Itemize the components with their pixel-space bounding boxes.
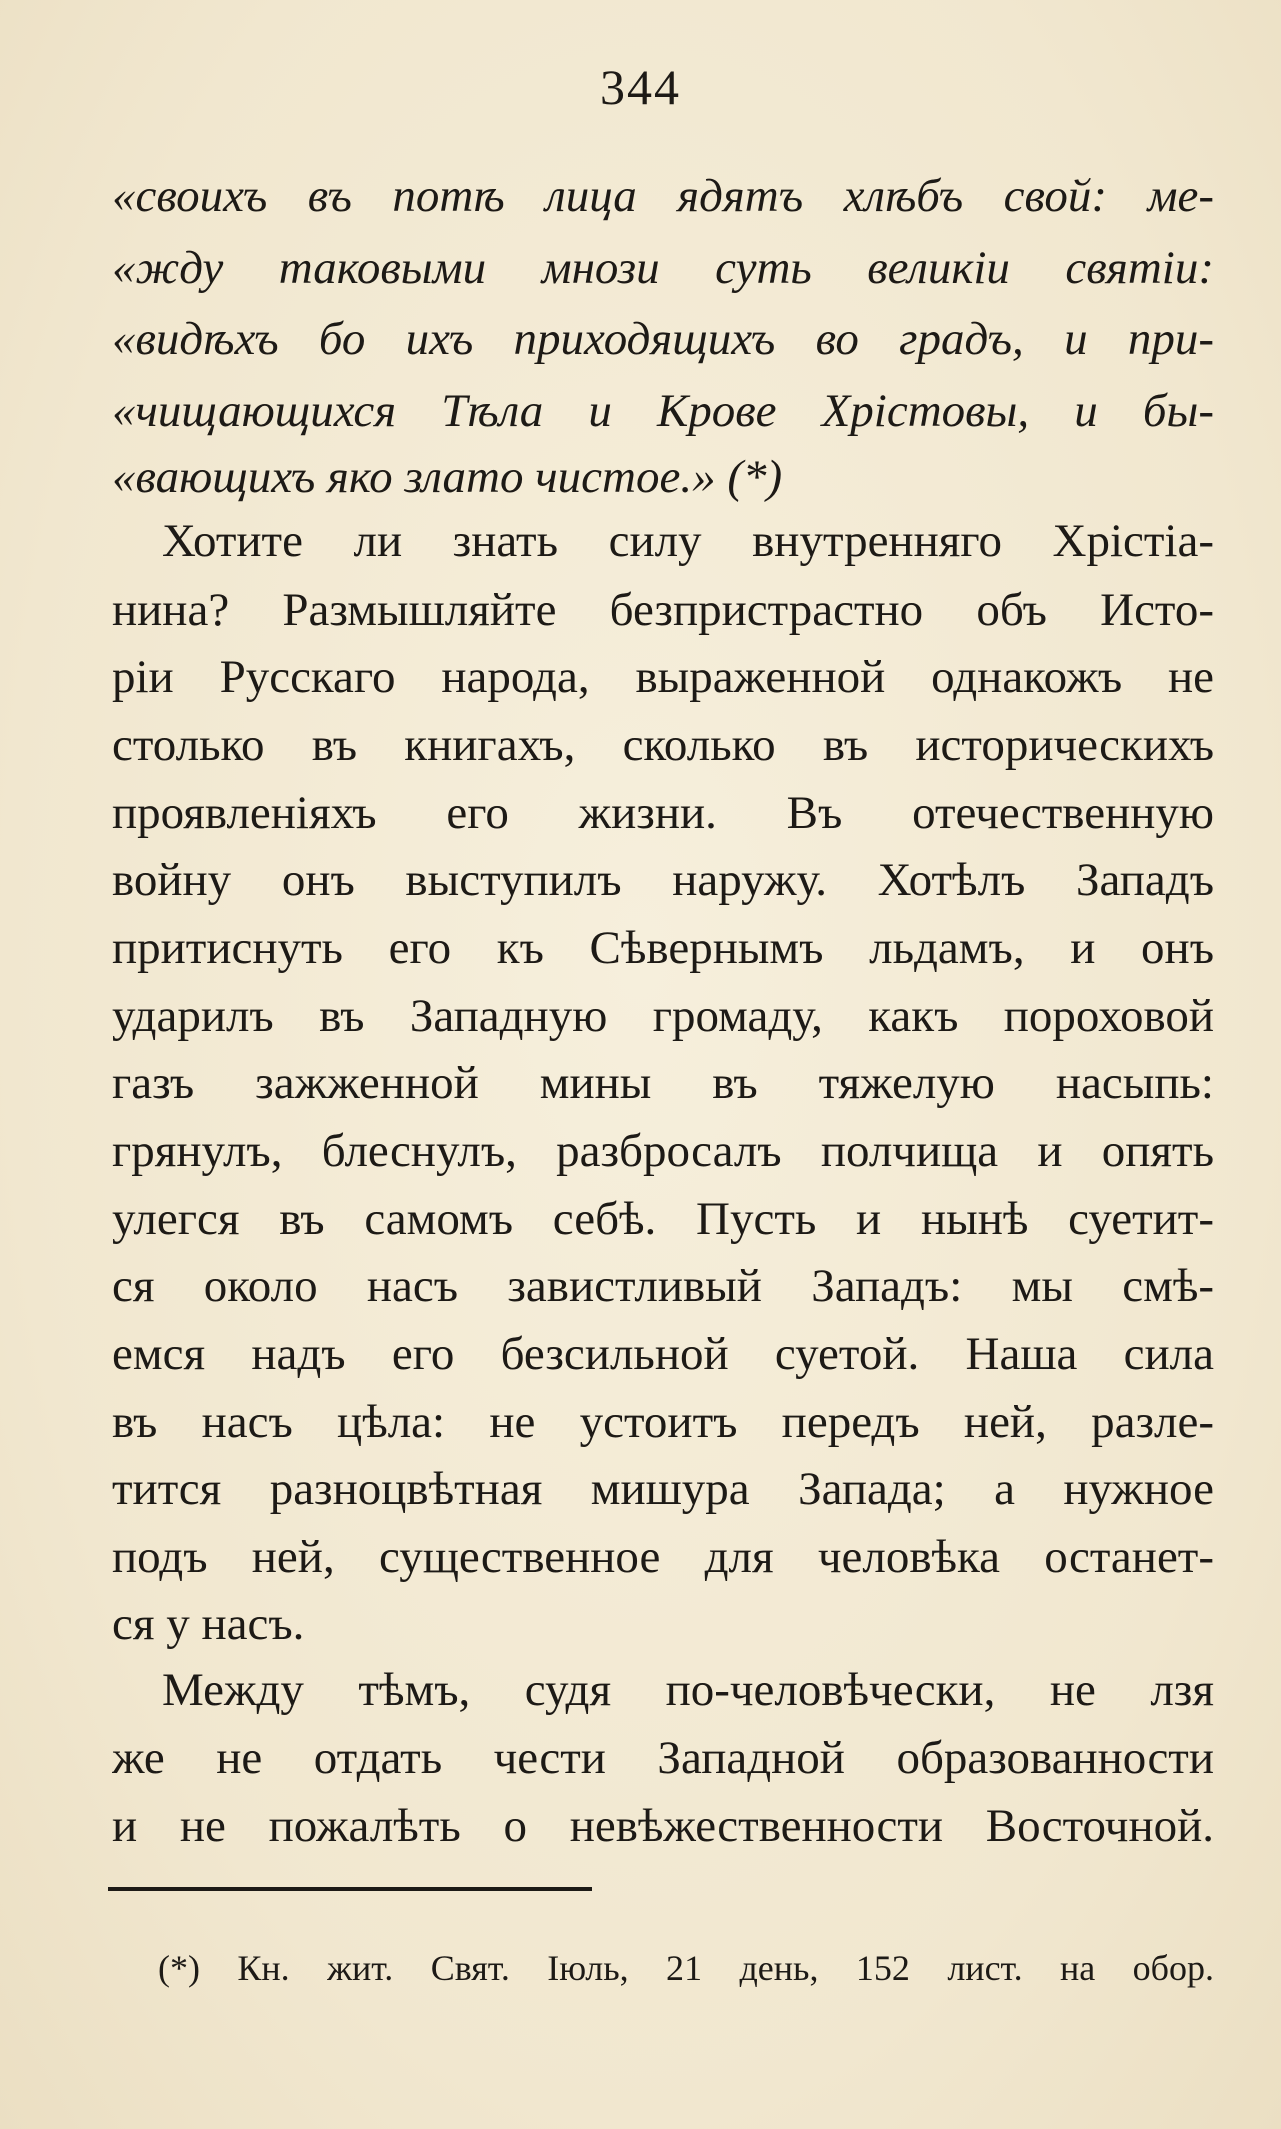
text-line-20: тится разноцвѣтная мишура Запада; а нужное: [112, 1463, 1214, 1515]
text-line-14: газъ зажженной мины въ тяжелую насыпь:: [112, 1057, 1214, 1109]
text-line-4: «чищающихся Тѣла и Крове Хрістовы, и бы-: [112, 385, 1214, 437]
text-line-12: притиснуть его къ Сѣвернымъ льдамъ, и онъ: [112, 922, 1214, 974]
text-line-21: подъ ней, существенное для человѣка останет-: [112, 1531, 1214, 1583]
text-line-19: въ насъ цѣла: не устоитъ передъ ней, разле-: [112, 1396, 1214, 1448]
page-number: 344: [600, 59, 681, 115]
text-line-11: войну онъ выступилъ наружу. Хотѣлъ Западъ: [112, 854, 1214, 906]
text-line-18: емся надъ его безсильной суетой. Наша сила: [112, 1328, 1214, 1380]
text-line-6: Хотите ли знать силу внутренняго Хрістіа-: [162, 515, 1214, 567]
footnote: (*) Кн. жит. Свят. Іюль, 21 день, 152 лист. на обор.: [158, 1948, 1214, 1988]
text-line-8: ріи Русскаго народа, выраженной однакожъ не: [112, 651, 1214, 703]
text-line-22: ся у насъ.: [112, 1598, 305, 1650]
footnote-rule: [108, 1887, 592, 1891]
text-line-17: ся около насъ завистливый Западъ: мы смѣ-: [112, 1260, 1214, 1312]
text-line-7: нина? Размышляйте безпристрастно объ Исто-: [112, 584, 1214, 636]
text-line-9: столько въ книгахъ, сколько въ историческихъ: [112, 719, 1214, 771]
text-line-24: же не отдать чести Западной образованности: [112, 1732, 1214, 1784]
text-line-16: улегся въ самомъ себѣ. Пусть и нынѣ суетит-: [112, 1193, 1214, 1245]
text-line-25: и не пожалѣть о невѣжественности Восточной.: [112, 1800, 1214, 1852]
text-line-15: грянулъ, блеснулъ, разбросалъ полчища и опять: [112, 1125, 1214, 1177]
text-line-1: «своихъ въ потѣ лица ядятъ хлѣбъ свой: ме-: [112, 170, 1214, 222]
text-line-5: «вающихъ яко злато чистое.» (*): [112, 451, 783, 503]
text-line-23: Между тѣмъ, судя по-человѣчески, не лзя: [162, 1664, 1214, 1716]
text-line-2: «жду таковыми мнози суть великіи святіи:: [112, 242, 1214, 294]
text-line-3: «видѣхъ бо ихъ приходящихъ во градъ, и при-: [112, 313, 1214, 365]
text-line-13: ударилъ въ Западную громаду, какъ пороховой: [112, 990, 1214, 1042]
text-line-10: проявленіяхъ его жизни. Въ отечественную: [112, 787, 1214, 839]
